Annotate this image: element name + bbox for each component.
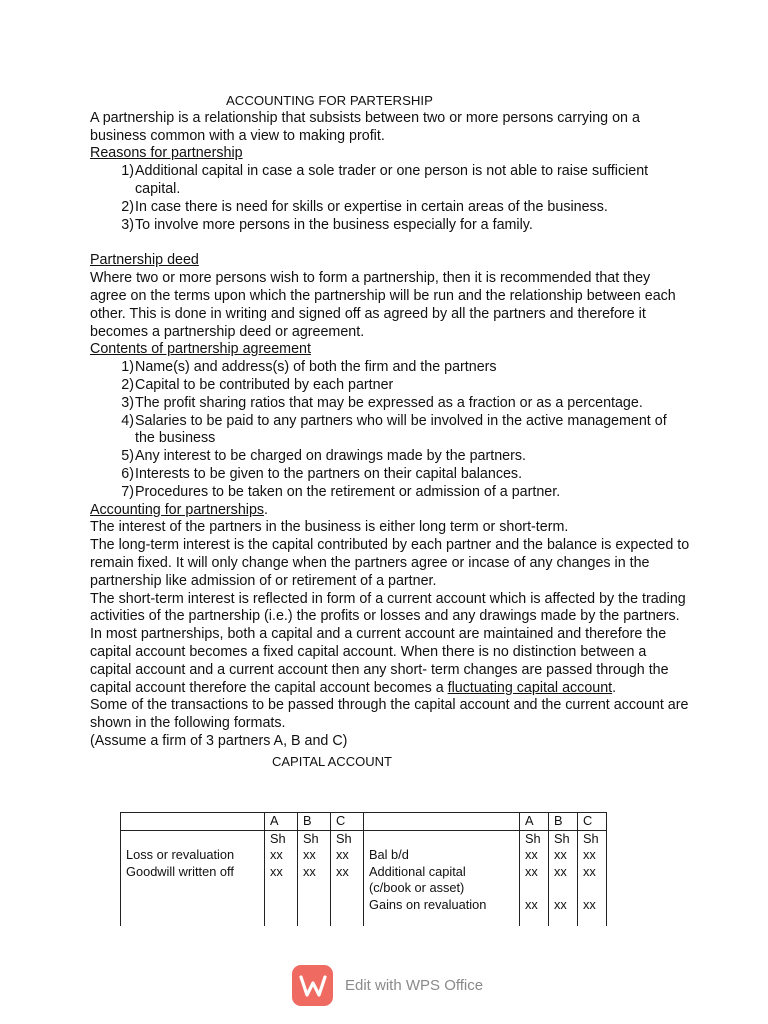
table-row	[121, 864, 607, 881]
debit-particular: Goodwill written off	[121, 864, 265, 881]
currency-cell: Sh	[520, 830, 549, 847]
amount-cell: xx	[578, 897, 607, 914]
credit-particular: Gains on revaluation	[364, 897, 520, 914]
amount-cell: xx	[578, 864, 607, 881]
column-header-c: C	[578, 813, 607, 831]
reasons-list	[90, 163, 690, 234]
currency-cell: Sh	[265, 830, 298, 847]
list-item: 5) Any interest to be charged on drawings made by the partners.	[121, 448, 527, 465]
amount-cell: xx	[578, 847, 607, 864]
debit-particular	[121, 880, 265, 897]
list-item: 1) Additional capital in case a sole trader or one person is not able to raise sufficient capital.	[121, 163, 649, 197]
amount-cell: xx	[520, 847, 549, 864]
deed-paragraph: Where two or more persons wish to form a partnership, then it is recommended that they agree on the terms upon which the partnership will be run and the relationship between each other. This is done in writing and signed off as agreed by all the partners and therefore it becomes a partnership deed or agreement.	[90, 270, 676, 340]
list-item: 1) Name(s) and address(s) of both the firm and the partners	[121, 359, 497, 376]
list-item: 4) Salaries to be paid to any partners who will be involved in the active management of the business	[121, 412, 667, 447]
amount-cell: xx	[298, 847, 331, 864]
paragraph-transactions: Some of the transactions to be passed through the capital account and the current account are shown in the following formats.	[90, 697, 689, 732]
paragraph-interest: The interest of the partners in the business is either long term or short-term.	[90, 519, 569, 536]
list-item: 3) To involve more persons in the business especially for a family.	[121, 216, 533, 233]
table-row-empty	[121, 914, 607, 926]
fluctuating-capital-term: fluctuating capital account	[447, 679, 613, 696]
list-item: 6) Interests to be given to the partners on their capital balances.	[121, 465, 523, 482]
amount-cell	[331, 880, 364, 897]
intro-paragraph: A partnership is a relationship that subsists between two or more persons carrying on a business common with a view to making profit.	[90, 109, 640, 144]
capital-account-table	[120, 812, 607, 926]
paragraph-long-term: The long-term interest is the capital contributed by each partner and the balance is expected to remain fixed. It will only change when the partners agree or incase of any changes in the partnership like admission of or retirement of a partner.	[90, 537, 690, 589]
accounting-heading-line	[90, 502, 690, 520]
credit-particular: Bal b/d	[364, 847, 520, 864]
reasons-heading: Reasons for partnership	[90, 145, 243, 162]
table-row	[121, 897, 607, 914]
list-item: 2) Capital to be contributed by each partner	[121, 376, 394, 393]
currency-cell: Sh	[578, 830, 607, 847]
amount-cell: xx	[520, 897, 549, 914]
amount-cell: xx	[520, 864, 549, 881]
table-row	[121, 847, 607, 864]
amount-cell	[298, 897, 331, 914]
amount-cell	[331, 897, 364, 914]
column-header-c: C	[331, 813, 364, 831]
amount-cell: xx	[331, 864, 364, 881]
amount-cell	[298, 880, 331, 897]
amount-cell	[549, 880, 578, 897]
contents-heading: Contents of partnership agreement	[90, 341, 311, 358]
list-item: 2) In case there is need for skills or expertise in certain areas of the business.	[121, 198, 608, 215]
amount-cell	[578, 880, 607, 897]
wps-logo-icon	[292, 965, 333, 1006]
column-header-b: B	[298, 813, 331, 831]
debit-particular	[121, 897, 265, 914]
credit-particular: (c/book or asset)	[364, 880, 520, 897]
amount-cell: xx	[549, 864, 578, 881]
contents-list	[90, 359, 690, 501]
amount-cell: xx	[331, 847, 364, 864]
document-title: ACCOUNTING FOR PARTERSHIP	[226, 93, 433, 108]
paragraph-assumption: (Assume a firm of 3 partners A, B and C)	[90, 732, 348, 749]
amount-cell: xx	[549, 847, 578, 864]
document-body	[90, 92, 690, 770]
list-item: 3) The profit sharing ratios that may be expressed as a fraction or as a percentage.	[121, 394, 643, 411]
accounting-heading-suffix: .	[264, 501, 269, 518]
paragraph-capital-accounts: In most partnerships, both a capital and a current account are maintained and therefore the capital account becomes a fixed capital account. When there is no distinction between a capital account and a current account then any short- term changes are passed through the capital account therefore the capital account becomes a fluctuating capital account.	[90, 626, 669, 696]
deed-heading: Partnership deed	[90, 252, 199, 269]
amount-cell: xx	[549, 897, 578, 914]
currency-cell: Sh	[331, 830, 364, 847]
debit-particular: Loss or revaluation	[121, 847, 265, 864]
amount-cell	[265, 897, 298, 914]
list-item: 7) Procedures to be taken on the retirement or admission of a partner.	[121, 483, 561, 500]
column-header-a: A	[265, 813, 298, 831]
currency-row	[121, 830, 607, 847]
wps-label: Edit with WPS Office	[345, 976, 484, 994]
table-header-row	[121, 813, 607, 831]
currency-cell: Sh	[298, 830, 331, 847]
currency-cell: Sh	[549, 830, 578, 847]
accounting-heading: Accounting for partnerships	[90, 501, 265, 518]
paragraph-short-term: The short-term interest is reflected in form of a current account which is affected by the trading activities of the partnership (i.e.) the profits or losses and any drawings made by the partners.	[90, 590, 686, 625]
table-row	[121, 880, 607, 897]
column-header-b: B	[549, 813, 578, 831]
amount-cell: xx	[298, 864, 331, 881]
table-caption: CAPITAL ACCOUNT	[272, 753, 392, 769]
amount-cell	[265, 880, 298, 897]
wps-edit-link[interactable]	[292, 965, 483, 1006]
credit-particular: Additional capital	[364, 864, 520, 881]
amount-cell: xx	[265, 847, 298, 864]
amount-cell	[520, 880, 549, 897]
column-header-a: A	[520, 813, 549, 831]
amount-cell: xx	[265, 864, 298, 881]
